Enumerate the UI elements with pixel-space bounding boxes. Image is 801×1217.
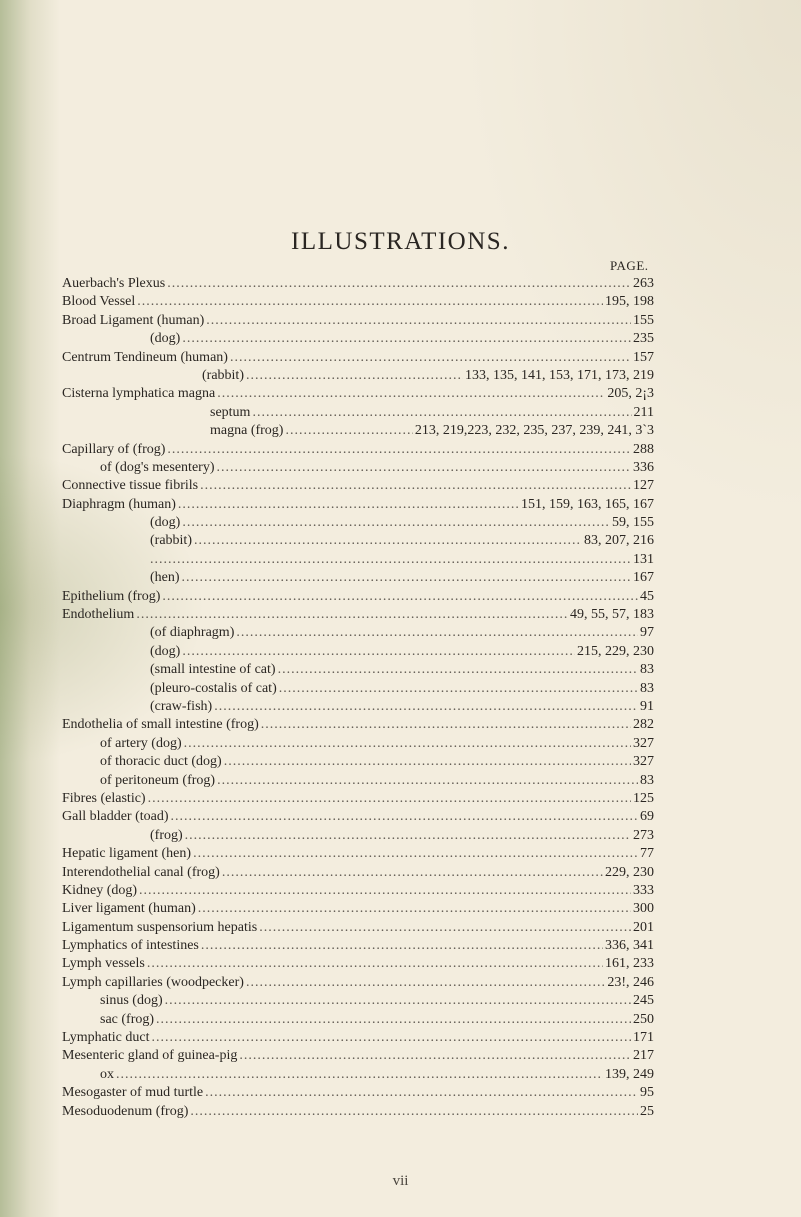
entry-pages: 83 — [640, 772, 654, 788]
dot-leader — [278, 662, 638, 678]
entry-pages: 155 — [633, 312, 654, 328]
dot-leader — [182, 644, 575, 660]
index-entry — [62, 773, 654, 791]
dot-leader — [214, 699, 638, 715]
entry-pages: 171 — [633, 1030, 654, 1046]
entry-pages: 229, 230 — [605, 864, 654, 880]
entry-label: (dog) — [150, 331, 181, 347]
entry-pages: 215, 229, 230 — [577, 643, 654, 659]
dot-leader — [136, 607, 568, 623]
dot-leader — [246, 368, 463, 384]
entry-pages: 333 — [633, 882, 654, 898]
entry-label: of thoracic duct (dog) — [100, 754, 222, 770]
index-entry — [62, 699, 654, 717]
entry-pages: 151, 159, 163, 165, 167 — [521, 496, 654, 512]
entry-label: Lymph vessels — [62, 956, 145, 972]
entry-label: Hepatic ligament (hen) — [62, 846, 192, 862]
entry-pages: 336 — [633, 459, 654, 475]
dot-leader — [150, 552, 631, 568]
entry-label: (rabbit) — [202, 367, 244, 383]
entry-label: Cisterna lymphatica magna — [62, 386, 216, 402]
entry-label: Lymph capillaries (woodpecker) — [62, 974, 244, 990]
dot-leader — [167, 442, 631, 458]
index-entry — [62, 975, 654, 993]
index-entry — [62, 956, 654, 974]
entry-pages: 157 — [633, 349, 654, 365]
entry-pages: 23!, 246 — [607, 974, 654, 990]
index-entry — [62, 1048, 654, 1066]
entry-label: (hen) — [150, 570, 180, 586]
dot-leader — [259, 920, 631, 936]
dot-leader — [190, 1104, 638, 1120]
index-entry — [62, 828, 654, 846]
index-entry — [62, 809, 654, 827]
entry-label: septum — [210, 404, 251, 420]
dot-leader — [162, 589, 638, 605]
entry-pages: 83, 207, 216 — [584, 533, 654, 549]
entry-label: Capillary of (frog) — [62, 441, 166, 457]
dot-leader — [184, 736, 631, 752]
dot-leader — [261, 717, 631, 733]
index-entry — [62, 901, 654, 919]
entry-label: Kidney (dog) — [62, 882, 138, 898]
dot-leader — [217, 460, 632, 476]
entry-pages: 49, 55, 57, 183 — [570, 607, 654, 623]
entry-label: ox — [100, 1066, 114, 1082]
page-heading: ILLUSTRATIONS. — [291, 228, 510, 255]
entry-pages: 336, 341 — [605, 938, 654, 954]
entry-pages: 235 — [633, 331, 654, 347]
dot-leader — [147, 956, 603, 972]
entry-label: Interendothelial canal (frog) — [62, 864, 220, 880]
dot-leader — [201, 938, 603, 954]
entry-pages: 83 — [640, 662, 654, 678]
dot-leader — [200, 478, 631, 494]
entry-pages: 327 — [633, 754, 654, 770]
dot-leader — [230, 350, 631, 366]
index-entry — [62, 294, 654, 312]
dot-leader — [206, 313, 631, 329]
index-entry — [62, 313, 654, 331]
index-entry — [62, 883, 654, 901]
dot-leader — [182, 570, 631, 586]
index-entry — [62, 1030, 654, 1048]
entry-label: Liver ligament (human) — [62, 901, 196, 917]
entry-pages: 201 — [633, 919, 654, 935]
index-entry — [62, 552, 654, 570]
entry-label: Centrum Tendineum (human) — [62, 349, 228, 365]
index-entry — [62, 846, 654, 864]
entry-pages: 95 — [640, 1085, 654, 1101]
entry-pages: 161, 233 — [605, 956, 654, 972]
dot-leader — [137, 294, 603, 310]
index-entry — [62, 644, 654, 662]
entry-label: (dog) — [150, 515, 181, 531]
entry-pages: 327 — [633, 735, 654, 751]
dot-leader — [285, 423, 412, 439]
index-entry — [62, 442, 654, 460]
dot-leader — [156, 1012, 631, 1028]
entry-label: Endothelium — [62, 607, 135, 623]
index-entry — [62, 478, 654, 496]
index-entry — [62, 331, 654, 349]
entry-pages: 273 — [633, 827, 654, 843]
index-entry — [62, 681, 654, 699]
entry-label: of peritoneum (frog) — [100, 772, 216, 788]
entry-label: Mesoduodenum (frog) — [62, 1103, 189, 1119]
entry-pages: 125 — [633, 790, 654, 806]
dot-leader — [178, 497, 519, 513]
entry-pages: 217 — [633, 1048, 654, 1064]
index-entry — [62, 1085, 654, 1103]
entry-label: Lymphatics of intestines — [62, 938, 199, 954]
index-entry — [62, 993, 654, 1011]
dot-leader — [194, 533, 582, 549]
entry-pages: 45 — [640, 588, 654, 604]
index-entry — [62, 1067, 654, 1085]
index-entry — [62, 533, 654, 551]
entry-pages: 131 — [633, 551, 654, 567]
entry-label: (rabbit) — [150, 533, 192, 549]
index-entry — [62, 350, 654, 368]
entry-label: (of diaphragm) — [150, 625, 235, 641]
dot-leader — [185, 828, 631, 844]
entry-pages: 205, 2¡3 — [607, 386, 654, 402]
entry-label: Connective tissue fibrils — [62, 478, 199, 494]
entry-pages: 83 — [640, 680, 654, 696]
dot-leader — [246, 975, 605, 991]
dot-leader — [236, 625, 638, 641]
entry-pages: 139, 249 — [605, 1066, 654, 1082]
entry-label: Auerbach's Plexus — [62, 276, 166, 291]
dot-leader — [151, 1030, 631, 1046]
entry-label: sinus (dog) — [100, 993, 163, 1009]
entry-label: magna (frog) — [210, 423, 284, 439]
dot-leader — [224, 754, 631, 770]
index-entry — [62, 607, 654, 625]
index-entry — [62, 589, 654, 607]
entry-pages: 133, 135, 141, 153, 171, 173, 219 — [465, 367, 654, 383]
index-entry — [62, 460, 654, 478]
index-entry — [62, 938, 654, 956]
entry-pages: 69 — [640, 809, 654, 825]
page-column-label: PAGE. — [610, 258, 649, 273]
index-entry — [62, 368, 654, 386]
index-entry — [62, 276, 654, 294]
entry-pages: 195, 198 — [605, 294, 654, 310]
index-entry — [62, 754, 654, 772]
dot-leader — [198, 901, 631, 917]
entry-label: Ligamentum suspensorium hepatis — [62, 919, 258, 935]
index-entry — [62, 1012, 654, 1030]
index-entry — [62, 515, 654, 533]
index-entry — [62, 423, 654, 441]
dot-leader — [193, 846, 638, 862]
entry-pages: 25 — [640, 1103, 654, 1119]
entry-pages: 282 — [633, 717, 654, 733]
entry-label: Gall bladder (toad) — [62, 809, 169, 825]
entry-pages: 77 — [640, 846, 654, 862]
dot-leader — [239, 1048, 631, 1064]
entry-pages: 211 — [633, 404, 654, 420]
entry-pages: 213, 219,223, 232, 235, 237, 239, 241, 3`3 — [414, 423, 654, 439]
index-entry — [62, 570, 654, 588]
entry-label: (pleuro-costalis of cat) — [150, 680, 277, 696]
index-entry — [62, 791, 654, 809]
entry-label: Blood Vessel — [62, 294, 136, 310]
index-entry — [62, 920, 654, 938]
entry-label: (dog) — [150, 643, 181, 659]
entry-pages: 288 — [633, 441, 654, 457]
dot-leader — [205, 1085, 638, 1101]
index-entry — [62, 405, 654, 423]
index-entry — [62, 497, 654, 515]
entry-pages: 245 — [633, 993, 654, 1009]
entry-label: (craw-fish) — [150, 698, 213, 714]
entry-pages: 59, 155 — [612, 515, 654, 531]
index-entry — [62, 717, 654, 735]
entry-label: (frog) — [150, 827, 183, 843]
dot-leader — [171, 809, 638, 825]
dot-leader — [182, 331, 631, 347]
entry-label: Mesenteric gland of guinea-pig — [62, 1048, 238, 1064]
dot-leader — [217, 386, 605, 402]
dot-leader — [139, 883, 631, 899]
entry-label: Diaphragm (human) — [62, 496, 176, 512]
entry-label: of (dog's mesentery) — [100, 459, 215, 475]
dot-leader — [167, 276, 631, 292]
entry-pages: 300 — [633, 901, 654, 917]
dot-leader — [279, 681, 638, 697]
dot-leader — [148, 791, 631, 807]
entry-label: Broad Ligament (human) — [62, 312, 205, 328]
illustrations-list — [62, 276, 654, 1122]
dot-leader — [165, 993, 631, 1009]
index-entry — [62, 625, 654, 643]
entry-pages: 127 — [633, 478, 654, 494]
entry-label: Epithelium (frog) — [62, 588, 161, 604]
index-entry — [62, 386, 654, 404]
index-entry — [62, 736, 654, 754]
entry-pages: 91 — [640, 698, 654, 714]
index-entry — [62, 865, 654, 883]
dot-leader — [252, 405, 631, 421]
entry-label: (small intestine of cat) — [150, 662, 276, 678]
dot-leader — [222, 865, 603, 881]
dot-leader — [116, 1067, 603, 1083]
page-edge-shadow — [0, 0, 60, 1217]
entry-label: Lymphatic duct — [62, 1030, 150, 1046]
entry-pages: 97 — [640, 625, 654, 641]
index-entry — [62, 1104, 654, 1122]
entry-label: Endothelia of small intestine (frog) — [62, 717, 259, 733]
entry-pages: 167 — [633, 570, 654, 586]
entry-label: Mesogaster of mud turtle — [62, 1085, 204, 1101]
index-entry — [62, 662, 654, 680]
entry-pages: 250 — [633, 1011, 654, 1027]
entry-label: sac (frog) — [100, 1011, 155, 1027]
entry-label: Fibres (elastic) — [62, 790, 146, 806]
dot-leader — [217, 773, 638, 789]
page-folio: vii — [392, 1173, 409, 1189]
entry-pages: 263 — [633, 276, 654, 291]
entry-label: of artery (dog) — [100, 735, 182, 751]
dot-leader — [182, 515, 610, 531]
